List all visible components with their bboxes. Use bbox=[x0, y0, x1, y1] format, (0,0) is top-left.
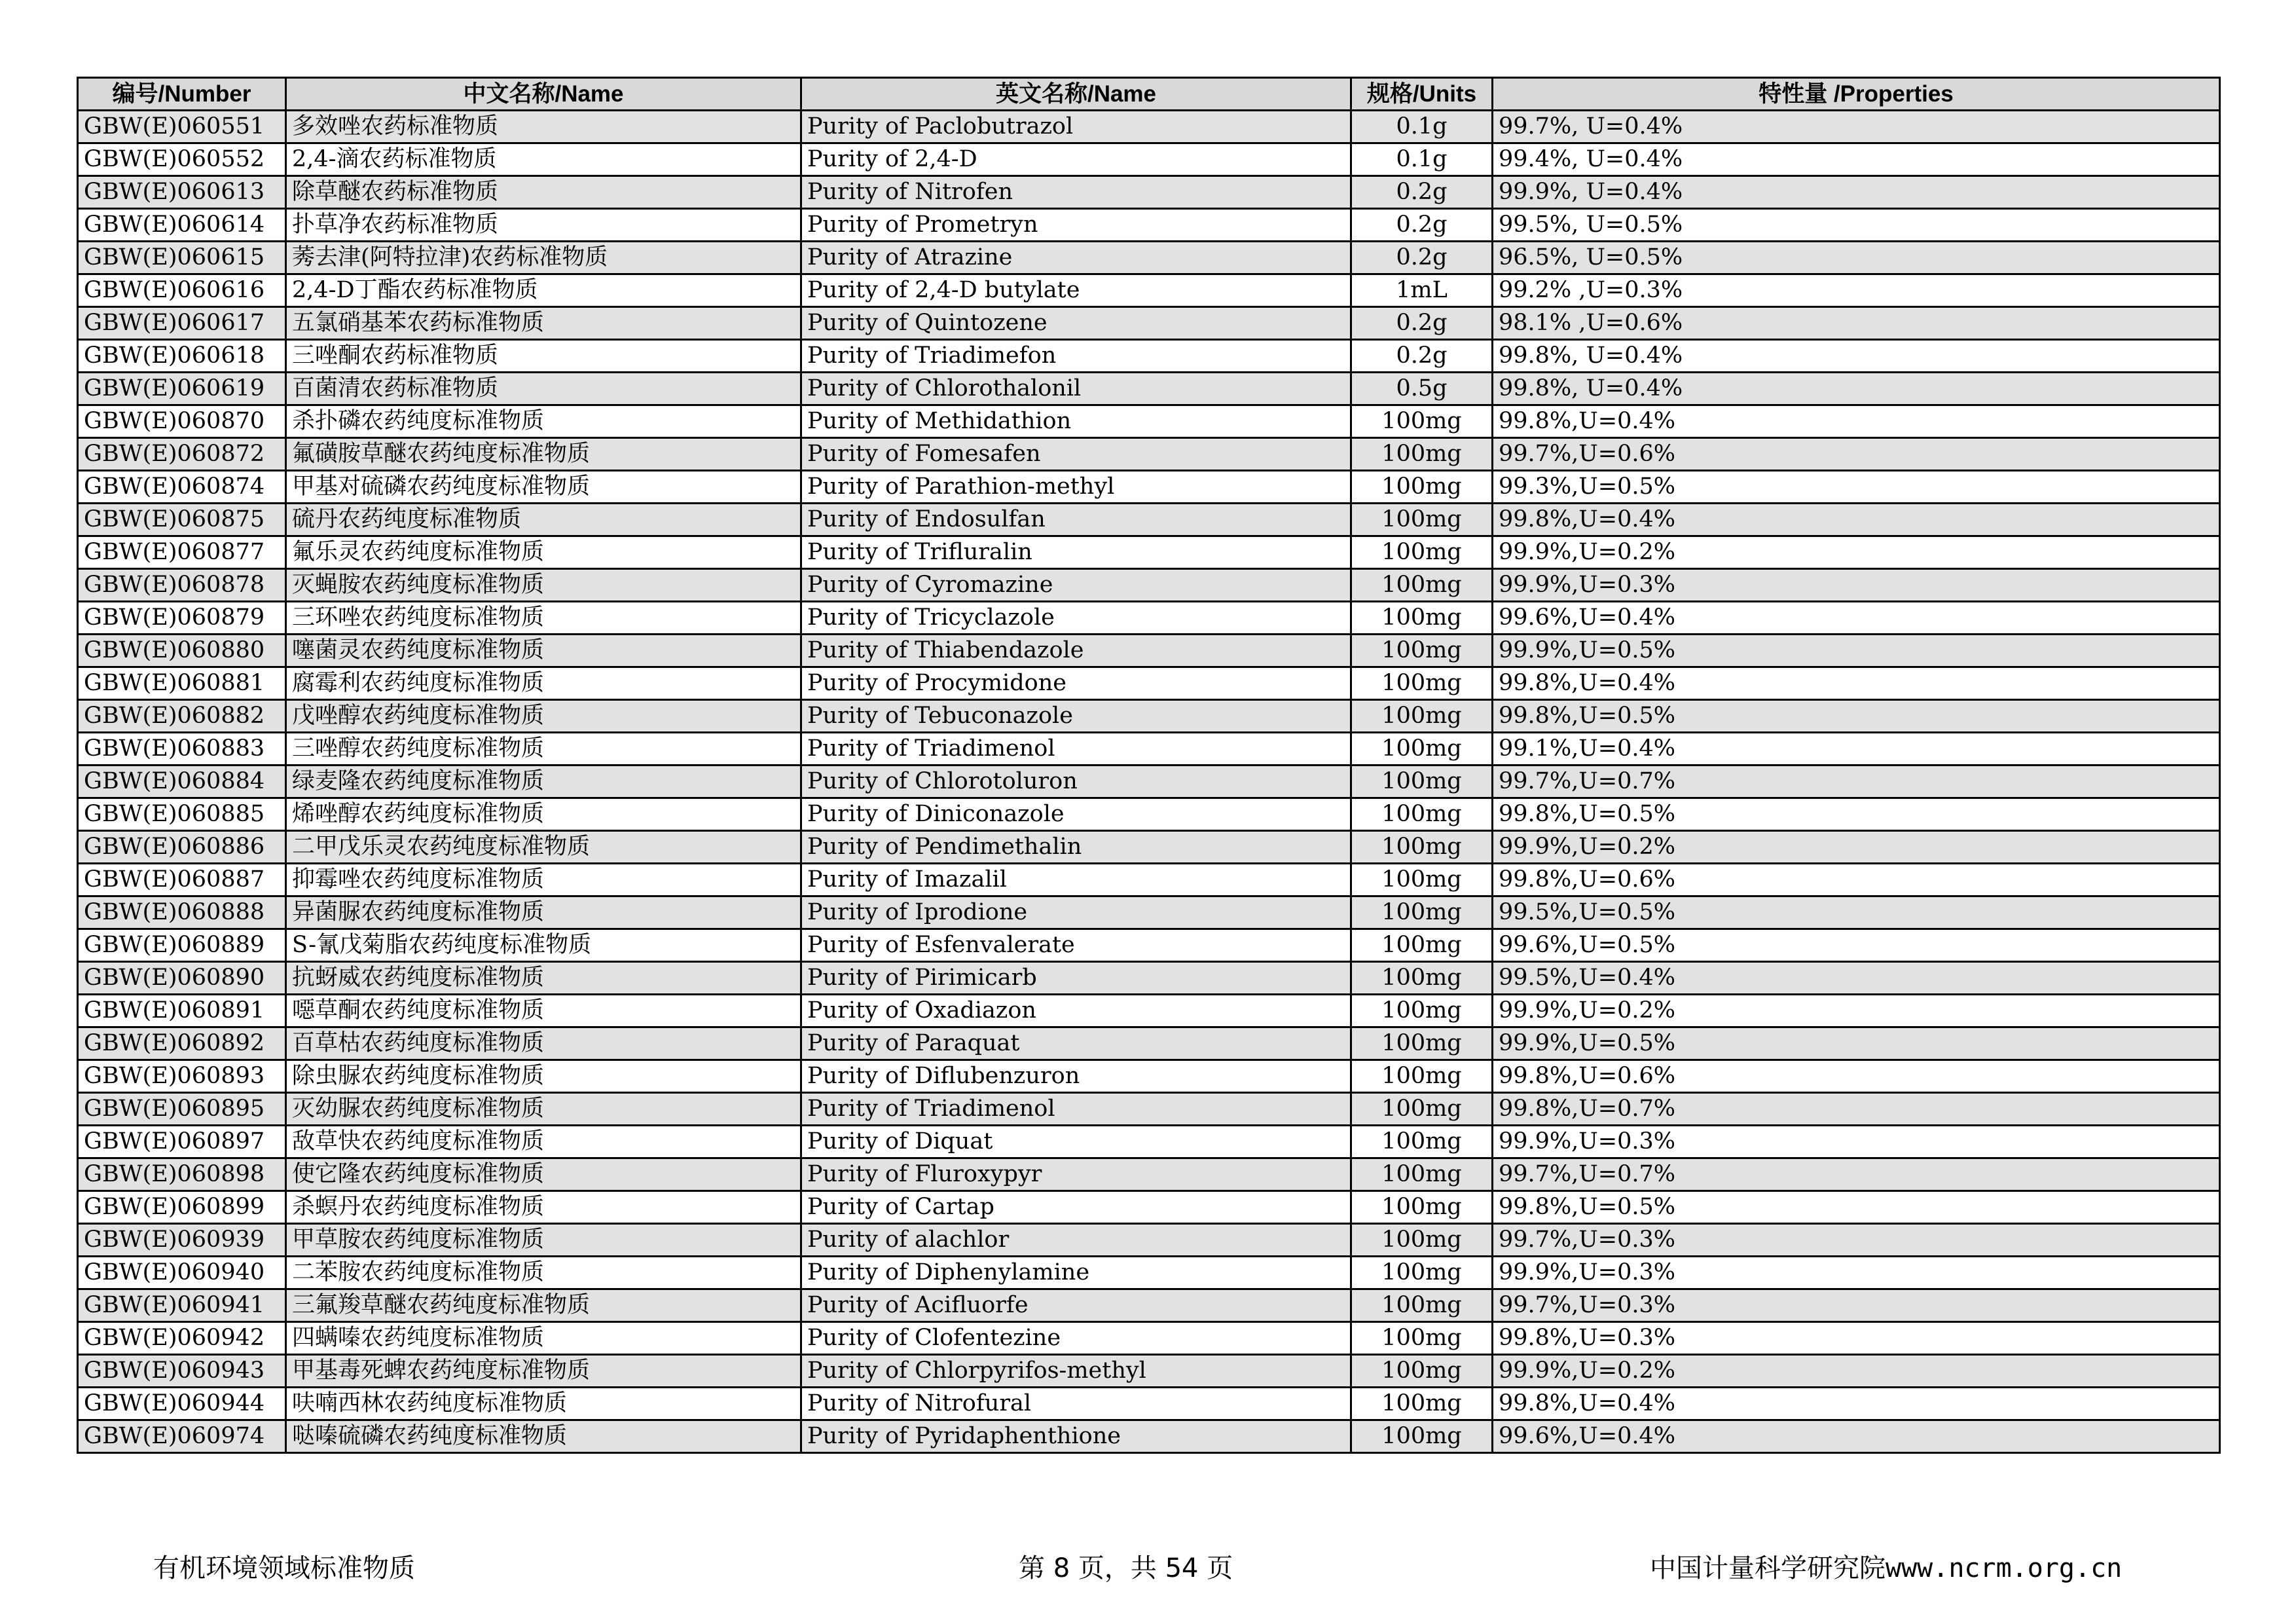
cell-units: 0.2g bbox=[1351, 242, 1493, 274]
table-row bbox=[78, 1388, 2220, 1420]
cell-units: 0.1g bbox=[1351, 111, 1493, 143]
cell-number: GBW(E)060880 bbox=[78, 635, 286, 667]
cell-properties: 99.7%,U=0.7% bbox=[1493, 1158, 2220, 1191]
cell-properties: 99.6%,U=0.5% bbox=[1493, 929, 2220, 962]
cell-units: 0.2g bbox=[1351, 340, 1493, 373]
cell-units: 100mg bbox=[1351, 1355, 1493, 1388]
cell-number: GBW(E)060618 bbox=[78, 340, 286, 373]
cell-en-name: Purity of 2,4-D butylate bbox=[801, 274, 1351, 307]
cell-en-name: Purity of Chlorothalonil bbox=[801, 373, 1351, 405]
cell-properties: 99.5%,U=0.4% bbox=[1493, 962, 2220, 995]
table-row bbox=[78, 1322, 2220, 1355]
cell-properties: 99.9%,U=0.3% bbox=[1493, 1257, 2220, 1289]
cell-number: GBW(E)060941 bbox=[78, 1289, 286, 1322]
cell-en-name: Purity of Acifluorfe bbox=[801, 1289, 1351, 1322]
cell-properties: 99.8%,U=0.5% bbox=[1493, 700, 2220, 733]
cell-units: 0.5g bbox=[1351, 373, 1493, 405]
table-row bbox=[78, 438, 2220, 471]
cell-properties: 99.9%,U=0.2% bbox=[1493, 1355, 2220, 1388]
header-number: 编号/Number bbox=[78, 78, 286, 111]
cell-properties: 99.7%,U=0.6% bbox=[1493, 438, 2220, 471]
cell-en-name: Purity of Clofentezine bbox=[801, 1322, 1351, 1355]
cell-en-name: Purity of Atrazine bbox=[801, 242, 1351, 274]
cell-en-name: Purity of Chlorotoluron bbox=[801, 766, 1351, 798]
cell-properties: 99.8%,U=0.5% bbox=[1493, 798, 2220, 831]
cell-cn-name: 二甲戊乐灵农药纯度标准物质 bbox=[286, 831, 801, 864]
cell-cn-name: 呋喃西林农药纯度标准物质 bbox=[286, 1388, 801, 1420]
cell-cn-name: 扑草净农药标准物质 bbox=[286, 209, 801, 242]
cell-cn-name: 灭蝇胺农药纯度标准物质 bbox=[286, 569, 801, 602]
table-row bbox=[78, 733, 2220, 766]
cell-cn-name: 除虫脲农药纯度标准物质 bbox=[286, 1060, 801, 1093]
cell-number: GBW(E)060619 bbox=[78, 373, 286, 405]
cell-en-name: Purity of Pirimicarb bbox=[801, 962, 1351, 995]
cell-cn-name: 灭幼脲农药纯度标准物质 bbox=[286, 1093, 801, 1126]
cell-cn-name: 三氟羧草醚农药纯度标准物质 bbox=[286, 1289, 801, 1322]
cell-number: GBW(E)060887 bbox=[78, 864, 286, 896]
header-cn-name: 中文名称/Name bbox=[286, 78, 801, 111]
cell-properties: 99.8%,U=0.4% bbox=[1493, 504, 2220, 536]
cell-en-name: Purity of Diphenylamine bbox=[801, 1257, 1351, 1289]
header-properties: 特性量 /Properties bbox=[1493, 78, 2220, 111]
cell-cn-name: 异菌脲农药纯度标准物质 bbox=[286, 896, 801, 929]
cell-cn-name: 烯唑醇农药纯度标准物质 bbox=[286, 798, 801, 831]
table-row bbox=[78, 667, 2220, 700]
cell-number: GBW(E)060892 bbox=[78, 1027, 286, 1060]
cell-units: 100mg bbox=[1351, 864, 1493, 896]
table-row bbox=[78, 111, 2220, 143]
cell-cn-name: 氟磺胺草醚农药纯度标准物质 bbox=[286, 438, 801, 471]
cell-en-name: Purity of Paclobutrazol bbox=[801, 111, 1351, 143]
cell-en-name: Purity of Triadimenol bbox=[801, 733, 1351, 766]
footer-institute: 中国计量科学研究院www.ncrm.org.cn bbox=[1650, 1553, 2123, 1583]
cell-en-name: Purity of Triadimenol bbox=[801, 1093, 1351, 1126]
table-row bbox=[78, 340, 2220, 373]
cell-cn-name: 三环唑农药纯度标准物质 bbox=[286, 602, 801, 635]
cell-properties: 99.8%,U=0.7% bbox=[1493, 1093, 2220, 1126]
cell-number: GBW(E)060888 bbox=[78, 896, 286, 929]
cell-units: 100mg bbox=[1351, 831, 1493, 864]
cell-number: GBW(E)060877 bbox=[78, 536, 286, 569]
cell-cn-name: 杀螟丹农药纯度标准物质 bbox=[286, 1191, 801, 1224]
table-row bbox=[78, 864, 2220, 896]
cell-properties: 99.9%, U=0.4% bbox=[1493, 176, 2220, 209]
cell-number: GBW(E)060616 bbox=[78, 274, 286, 307]
cell-properties: 99.9%,U=0.2% bbox=[1493, 995, 2220, 1027]
table-row bbox=[78, 1027, 2220, 1060]
cell-cn-name: 三唑酮农药标准物质 bbox=[286, 340, 801, 373]
cell-number: GBW(E)060617 bbox=[78, 307, 286, 340]
cell-cn-name: S-氰戊菊脂农药纯度标准物质 bbox=[286, 929, 801, 962]
cell-units: 100mg bbox=[1351, 536, 1493, 569]
cell-en-name: Purity of Triadimefon bbox=[801, 340, 1351, 373]
cell-en-name: Purity of Trifluralin bbox=[801, 536, 1351, 569]
cell-number: GBW(E)060879 bbox=[78, 602, 286, 635]
cell-number: GBW(E)060885 bbox=[78, 798, 286, 831]
header-units: 规格/Units bbox=[1351, 78, 1493, 111]
cell-units: 100mg bbox=[1351, 405, 1493, 438]
cell-properties: 99.8%,U=0.6% bbox=[1493, 864, 2220, 896]
cell-units: 1mL bbox=[1351, 274, 1493, 307]
cell-number: GBW(E)060974 bbox=[78, 1420, 286, 1453]
cell-number: GBW(E)060875 bbox=[78, 504, 286, 536]
cell-properties: 99.9%,U=0.2% bbox=[1493, 536, 2220, 569]
table-row bbox=[78, 635, 2220, 667]
cell-units: 100mg bbox=[1351, 569, 1493, 602]
cell-units: 100mg bbox=[1351, 602, 1493, 635]
cell-cn-name: 多效唑农药标准物质 bbox=[286, 111, 801, 143]
cell-number: GBW(E)060552 bbox=[78, 143, 286, 176]
cell-cn-name: 硫丹农药纯度标准物质 bbox=[286, 504, 801, 536]
table-row bbox=[78, 1158, 2220, 1191]
table-row bbox=[78, 373, 2220, 405]
table-row bbox=[78, 471, 2220, 504]
cell-properties: 99.8%,U=0.4% bbox=[1493, 1388, 2220, 1420]
cell-number: GBW(E)060897 bbox=[78, 1126, 286, 1158]
cell-units: 100mg bbox=[1351, 1093, 1493, 1126]
table-row bbox=[78, 405, 2220, 438]
cell-units: 100mg bbox=[1351, 1224, 1493, 1257]
cell-units: 100mg bbox=[1351, 929, 1493, 962]
cell-number: GBW(E)060882 bbox=[78, 700, 286, 733]
cell-units: 100mg bbox=[1351, 635, 1493, 667]
cell-units: 100mg bbox=[1351, 1158, 1493, 1191]
cell-cn-name: 五氯硝基苯农药标准物质 bbox=[286, 307, 801, 340]
cell-en-name: Purity of Diflubenzuron bbox=[801, 1060, 1351, 1093]
cell-cn-name: 二苯胺农药纯度标准物质 bbox=[286, 1257, 801, 1289]
cell-cn-name: 抗蚜威农药纯度标准物质 bbox=[286, 962, 801, 995]
cell-number: GBW(E)060872 bbox=[78, 438, 286, 471]
header-en-name: 英文名称/Name bbox=[801, 78, 1351, 111]
cell-en-name: Purity of Methidathion bbox=[801, 405, 1351, 438]
cell-en-name: Purity of Chlorpyrifos-methyl bbox=[801, 1355, 1351, 1388]
cell-number: GBW(E)060874 bbox=[78, 471, 286, 504]
cell-en-name: Purity of Fluroxypyr bbox=[801, 1158, 1351, 1191]
cell-number: GBW(E)060889 bbox=[78, 929, 286, 962]
table-row bbox=[78, 536, 2220, 569]
cell-cn-name: 三唑醇农药纯度标准物质 bbox=[286, 733, 801, 766]
table-row bbox=[78, 1420, 2220, 1453]
cell-units: 100mg bbox=[1351, 438, 1493, 471]
cell-cn-name: 抑霉唑农药纯度标准物质 bbox=[286, 864, 801, 896]
footer-category: 有机环境领域标准物质 bbox=[153, 1553, 415, 1583]
cell-cn-name: 2,4-D丁酯农药标准物质 bbox=[286, 274, 801, 307]
footer-page-number: 第 8 页，共 54 页 bbox=[1019, 1553, 1233, 1583]
cell-en-name: Purity of Iprodione bbox=[801, 896, 1351, 929]
cell-number: GBW(E)060899 bbox=[78, 1191, 286, 1224]
cell-cn-name: 除草醚农药标准物质 bbox=[286, 176, 801, 209]
cell-number: GBW(E)060613 bbox=[78, 176, 286, 209]
cell-cn-name: 绿麦隆农药纯度标准物质 bbox=[286, 766, 801, 798]
cell-number: GBW(E)060870 bbox=[78, 405, 286, 438]
table-row bbox=[78, 1355, 2220, 1388]
table-row bbox=[78, 143, 2220, 176]
cell-en-name: Purity of Diniconazole bbox=[801, 798, 1351, 831]
cell-en-name: Purity of Esfenvalerate bbox=[801, 929, 1351, 962]
cell-en-name: Purity of Oxadiazon bbox=[801, 995, 1351, 1027]
table-row bbox=[78, 176, 2220, 209]
table-row bbox=[78, 995, 2220, 1027]
cell-cn-name: 噁草酮农药纯度标准物质 bbox=[286, 995, 801, 1027]
cell-units: 100mg bbox=[1351, 962, 1493, 995]
cell-en-name: Purity of Cartap bbox=[801, 1191, 1351, 1224]
cell-number: GBW(E)060943 bbox=[78, 1355, 286, 1388]
cell-properties: 99.7%,U=0.3% bbox=[1493, 1224, 2220, 1257]
cell-number: GBW(E)060884 bbox=[78, 766, 286, 798]
table-row bbox=[78, 569, 2220, 602]
table-row bbox=[78, 1224, 2220, 1257]
cell-en-name: Purity of Endosulfan bbox=[801, 504, 1351, 536]
cell-properties: 99.8%, U=0.4% bbox=[1493, 340, 2220, 373]
table-row bbox=[78, 798, 2220, 831]
cell-cn-name: 戊唑醇农药纯度标准物质 bbox=[286, 700, 801, 733]
cell-properties: 99.9%,U=0.5% bbox=[1493, 635, 2220, 667]
table-row bbox=[78, 1060, 2220, 1093]
cell-properties: 99.7%,U=0.7% bbox=[1493, 766, 2220, 798]
cell-en-name: Purity of Cyromazine bbox=[801, 569, 1351, 602]
cell-units: 100mg bbox=[1351, 700, 1493, 733]
cell-number: GBW(E)060940 bbox=[78, 1257, 286, 1289]
table-row bbox=[78, 1126, 2220, 1158]
cell-number: GBW(E)060878 bbox=[78, 569, 286, 602]
cell-units: 100mg bbox=[1351, 1027, 1493, 1060]
cell-properties: 99.4%, U=0.4% bbox=[1493, 143, 2220, 176]
table-row bbox=[78, 700, 2220, 733]
table-body bbox=[78, 111, 2220, 1453]
standards-table bbox=[77, 77, 2221, 1454]
cell-en-name: Purity of Tebuconazole bbox=[801, 700, 1351, 733]
cell-cn-name: 百草枯农药纯度标准物质 bbox=[286, 1027, 801, 1060]
table-row bbox=[78, 831, 2220, 864]
cell-properties: 99.9%,U=0.3% bbox=[1493, 569, 2220, 602]
cell-en-name: Purity of Paraquat bbox=[801, 1027, 1351, 1060]
cell-cn-name: 敌草快农药纯度标准物质 bbox=[286, 1126, 801, 1158]
cell-units: 100mg bbox=[1351, 896, 1493, 929]
cell-en-name: Purity of alachlor bbox=[801, 1224, 1351, 1257]
cell-cn-name: 甲草胺农药纯度标准物质 bbox=[286, 1224, 801, 1257]
table-header-row bbox=[78, 78, 2220, 111]
cell-units: 100mg bbox=[1351, 667, 1493, 700]
cell-en-name: Purity of 2,4-D bbox=[801, 143, 1351, 176]
cell-units: 100mg bbox=[1351, 1420, 1493, 1453]
cell-units: 0.2g bbox=[1351, 209, 1493, 242]
cell-properties: 99.5%,U=0.5% bbox=[1493, 896, 2220, 929]
table-row bbox=[78, 929, 2220, 962]
cell-units: 100mg bbox=[1351, 1126, 1493, 1158]
cell-en-name: Purity of Pendimethalin bbox=[801, 831, 1351, 864]
cell-properties: 99.7%,U=0.3% bbox=[1493, 1289, 2220, 1322]
cell-number: GBW(E)060551 bbox=[78, 111, 286, 143]
cell-en-name: Purity of Tricyclazole bbox=[801, 602, 1351, 635]
cell-cn-name: 哒嗪硫磷农药纯度标准物质 bbox=[286, 1420, 801, 1453]
table-row bbox=[78, 1257, 2220, 1289]
cell-en-name: Purity of Imazalil bbox=[801, 864, 1351, 896]
table-row bbox=[78, 504, 2220, 536]
cell-properties: 99.9%,U=0.2% bbox=[1493, 831, 2220, 864]
cell-units: 100mg bbox=[1351, 504, 1493, 536]
cell-number: GBW(E)060898 bbox=[78, 1158, 286, 1191]
cell-cn-name: 2,4-滴农药标准物质 bbox=[286, 143, 801, 176]
cell-properties: 99.1%,U=0.4% bbox=[1493, 733, 2220, 766]
cell-en-name: Purity of Nitrofen bbox=[801, 176, 1351, 209]
cell-cn-name: 四螨嗪农药纯度标准物质 bbox=[286, 1322, 801, 1355]
cell-number: GBW(E)060895 bbox=[78, 1093, 286, 1126]
cell-cn-name: 噻菌灵农药纯度标准物质 bbox=[286, 635, 801, 667]
cell-properties: 99.6%,U=0.4% bbox=[1493, 602, 2220, 635]
cell-properties: 99.9%,U=0.5% bbox=[1493, 1027, 2220, 1060]
cell-number: GBW(E)060881 bbox=[78, 667, 286, 700]
table-row bbox=[78, 242, 2220, 274]
table-row bbox=[78, 307, 2220, 340]
cell-en-name: Purity of Prometryn bbox=[801, 209, 1351, 242]
cell-number: GBW(E)060939 bbox=[78, 1224, 286, 1257]
table-row bbox=[78, 962, 2220, 995]
cell-units: 100mg bbox=[1351, 1388, 1493, 1420]
cell-en-name: Purity of Diquat bbox=[801, 1126, 1351, 1158]
cell-properties: 96.5%, U=0.5% bbox=[1493, 242, 2220, 274]
cell-number: GBW(E)060883 bbox=[78, 733, 286, 766]
cell-units: 100mg bbox=[1351, 733, 1493, 766]
cell-number: GBW(E)060893 bbox=[78, 1060, 286, 1093]
cell-units: 0.1g bbox=[1351, 143, 1493, 176]
cell-en-name: Purity of Pyridaphenthione bbox=[801, 1420, 1351, 1453]
table-row bbox=[78, 209, 2220, 242]
cell-cn-name: 杀扑磷农药纯度标准物质 bbox=[286, 405, 801, 438]
cell-properties: 99.7%, U=0.4% bbox=[1493, 111, 2220, 143]
cell-units: 100mg bbox=[1351, 766, 1493, 798]
cell-en-name: Purity of Procymidone bbox=[801, 667, 1351, 700]
cell-units: 100mg bbox=[1351, 1289, 1493, 1322]
cell-properties: 99.6%,U=0.4% bbox=[1493, 1420, 2220, 1453]
cell-units: 100mg bbox=[1351, 1191, 1493, 1224]
cell-cn-name: 甲基毒死蜱农药纯度标准物质 bbox=[286, 1355, 801, 1388]
table-row bbox=[78, 896, 2220, 929]
cell-number: GBW(E)060890 bbox=[78, 962, 286, 995]
cell-units: 100mg bbox=[1351, 995, 1493, 1027]
table-row bbox=[78, 766, 2220, 798]
cell-properties: 99.8%,U=0.6% bbox=[1493, 1060, 2220, 1093]
cell-properties: 99.3%,U=0.5% bbox=[1493, 471, 2220, 504]
cell-en-name: Purity of Parathion-methyl bbox=[801, 471, 1351, 504]
cell-properties: 99.8%,U=0.4% bbox=[1493, 405, 2220, 438]
cell-properties: 99.8%,U=0.5% bbox=[1493, 1191, 2220, 1224]
cell-cn-name: 莠去津(阿特拉津)农药标准物质 bbox=[286, 242, 801, 274]
cell-units: 100mg bbox=[1351, 798, 1493, 831]
cell-number: GBW(E)060944 bbox=[78, 1388, 286, 1420]
cell-properties: 99.8%,U=0.3% bbox=[1493, 1322, 2220, 1355]
cell-number: GBW(E)060615 bbox=[78, 242, 286, 274]
cell-en-name: Purity of Nitrofural bbox=[801, 1388, 1351, 1420]
table-row bbox=[78, 274, 2220, 307]
cell-cn-name: 百菌清农药标准物质 bbox=[286, 373, 801, 405]
cell-properties: 99.2% ,U=0.3% bbox=[1493, 274, 2220, 307]
cell-properties: 99.9%,U=0.3% bbox=[1493, 1126, 2220, 1158]
table-row bbox=[78, 1191, 2220, 1224]
cell-properties: 99.8%,U=0.4% bbox=[1493, 667, 2220, 700]
cell-units: 0.2g bbox=[1351, 307, 1493, 340]
cell-cn-name: 使它隆农药纯度标准物质 bbox=[286, 1158, 801, 1191]
cell-number: GBW(E)060614 bbox=[78, 209, 286, 242]
cell-en-name: Purity of Quintozene bbox=[801, 307, 1351, 340]
cell-properties: 99.8%, U=0.4% bbox=[1493, 373, 2220, 405]
cell-properties: 98.1% ,U=0.6% bbox=[1493, 307, 2220, 340]
cell-number: GBW(E)060886 bbox=[78, 831, 286, 864]
cell-properties: 99.5%, U=0.5% bbox=[1493, 209, 2220, 242]
cell-cn-name: 腐霉利农药纯度标准物质 bbox=[286, 667, 801, 700]
table-row bbox=[78, 1093, 2220, 1126]
table-row bbox=[78, 1289, 2220, 1322]
cell-units: 100mg bbox=[1351, 1322, 1493, 1355]
cell-units: 0.2g bbox=[1351, 176, 1493, 209]
cell-number: GBW(E)060891 bbox=[78, 995, 286, 1027]
cell-units: 100mg bbox=[1351, 471, 1493, 504]
table-row bbox=[78, 602, 2220, 635]
cell-units: 100mg bbox=[1351, 1060, 1493, 1093]
cell-cn-name: 氟乐灵农药纯度标准物质 bbox=[286, 536, 801, 569]
cell-cn-name: 甲基对硫磷农药纯度标准物质 bbox=[286, 471, 801, 504]
cell-en-name: Purity of Thiabendazole bbox=[801, 635, 1351, 667]
cell-en-name: Purity of Fomesafen bbox=[801, 438, 1351, 471]
cell-units: 100mg bbox=[1351, 1257, 1493, 1289]
cell-number: GBW(E)060942 bbox=[78, 1322, 286, 1355]
